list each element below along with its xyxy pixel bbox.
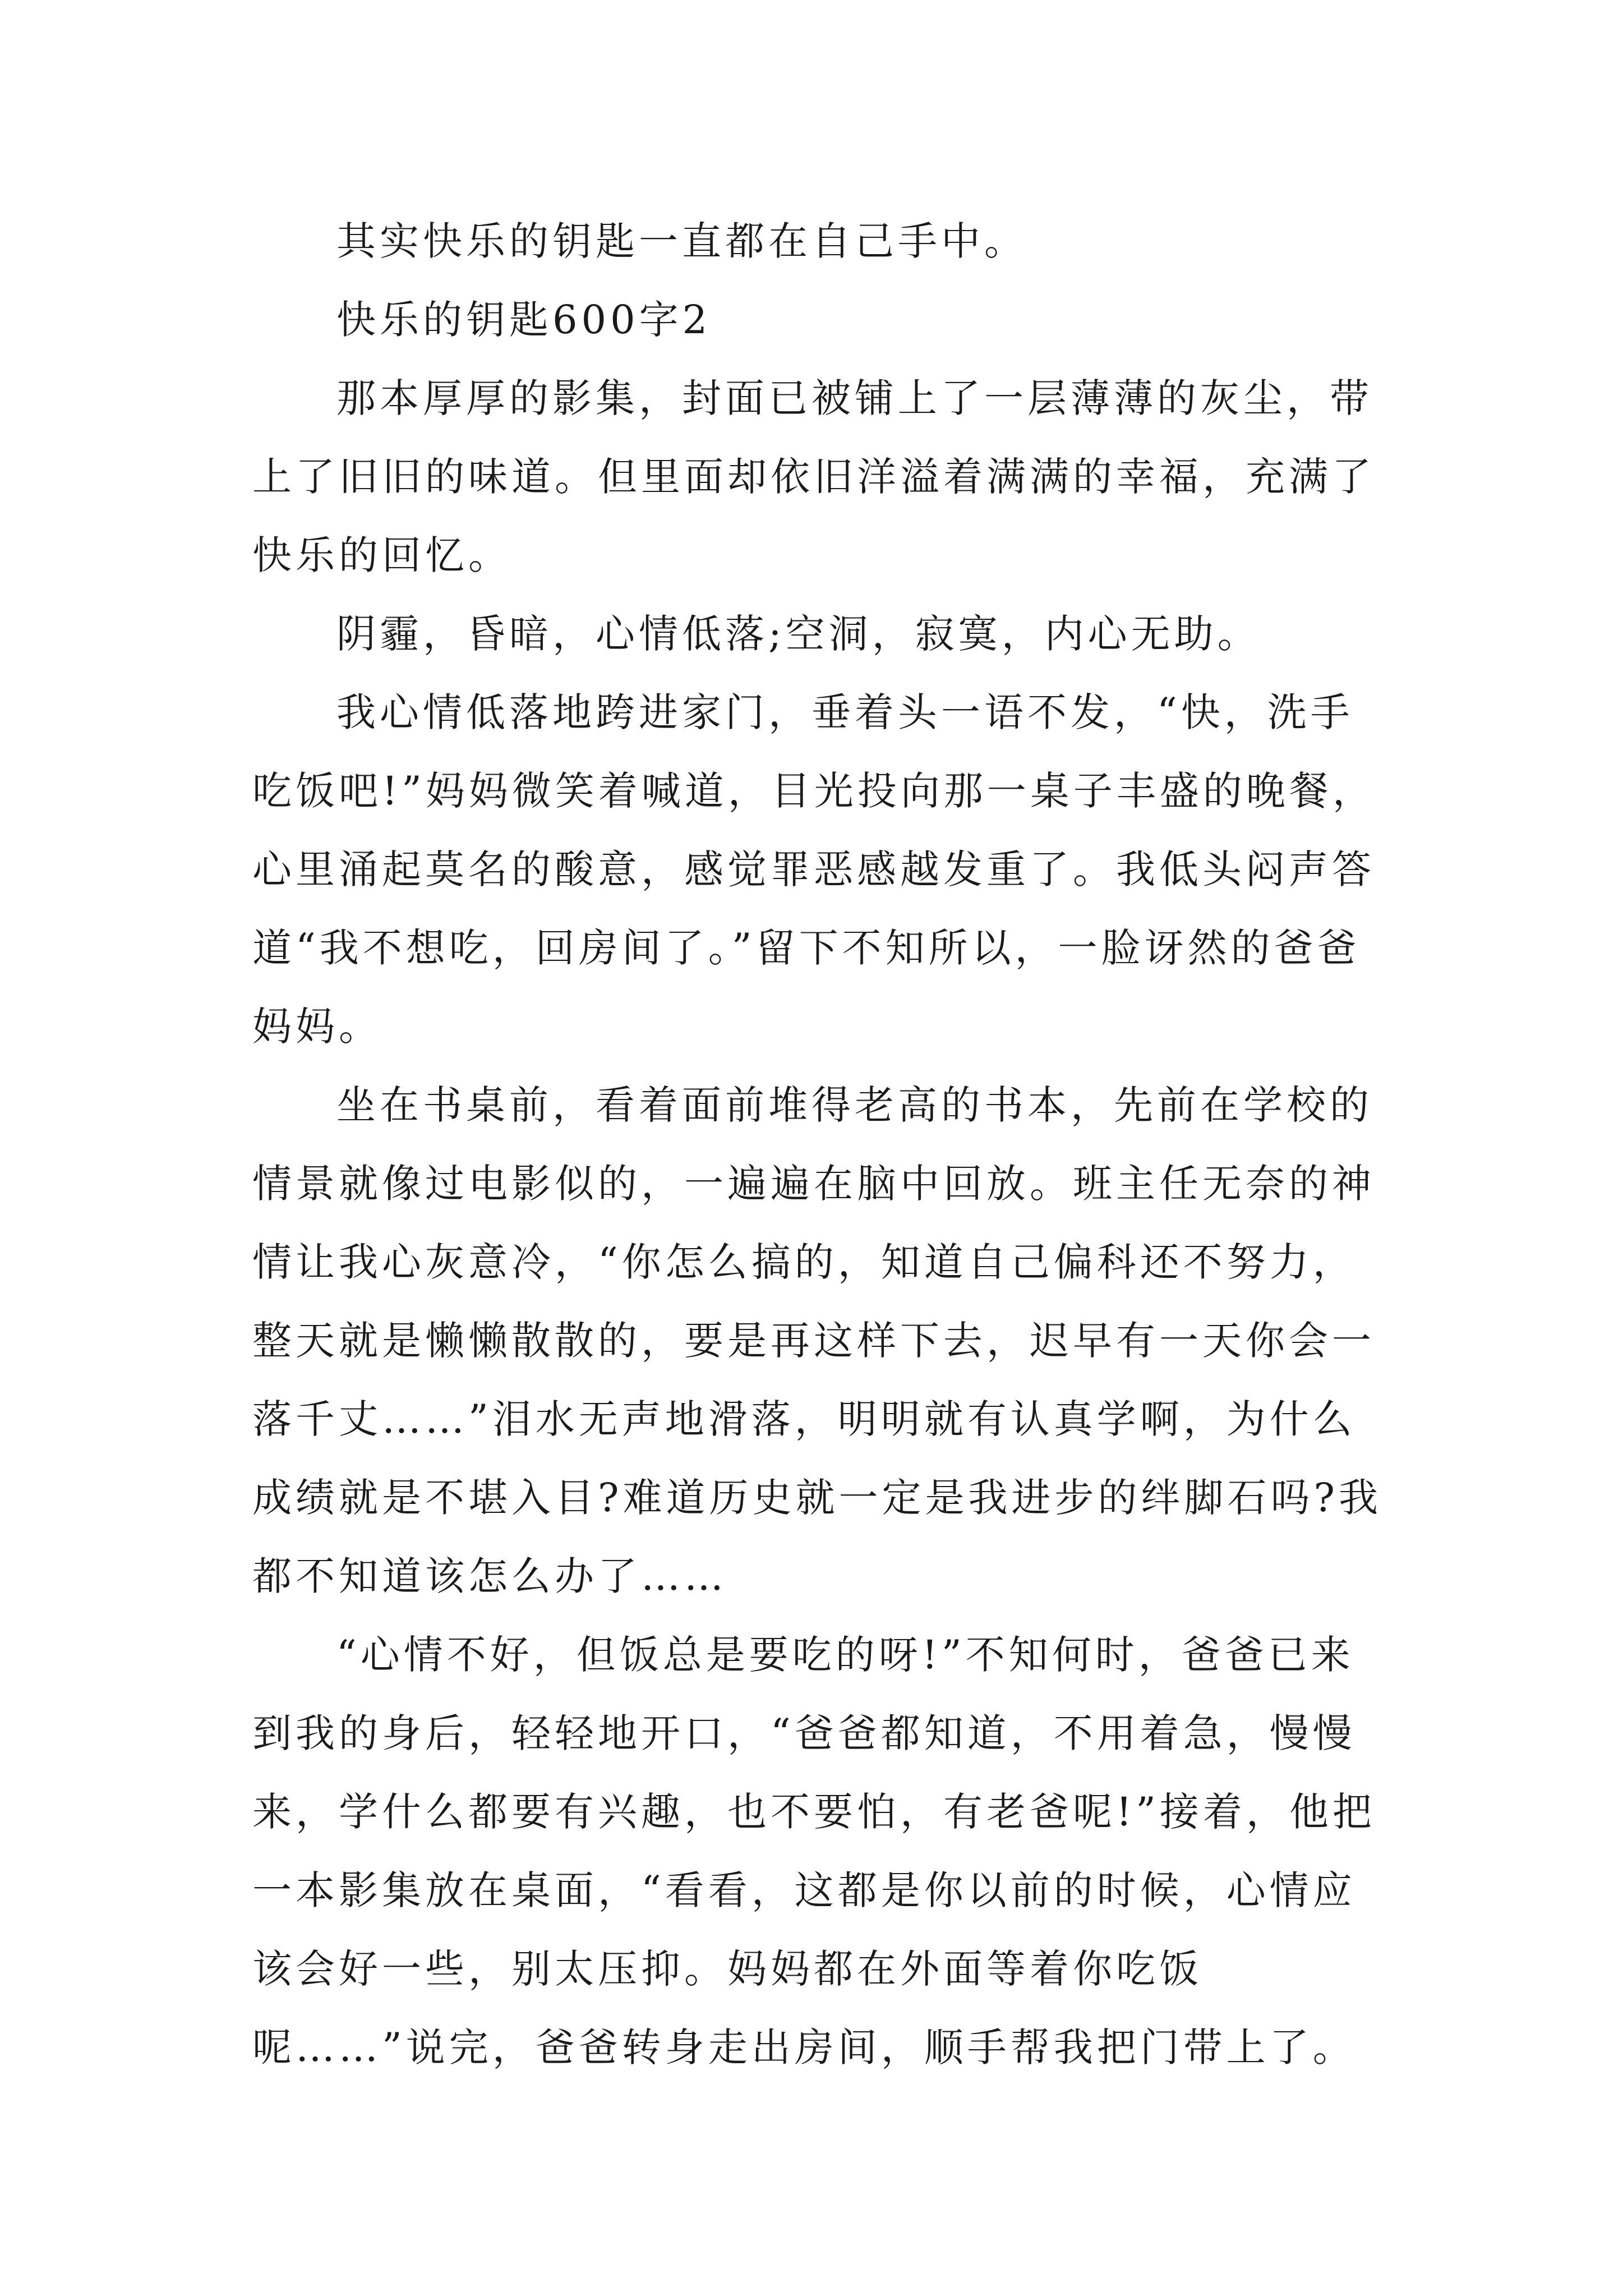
section-heading: 快乐的钥匙600字2 — [336, 297, 712, 343]
paragraph-5: 我心情低落地跨进家门，垂着头一语不发，“快，洗手吃饭吧!”妈妈微笑着喊道，目光投向那一桌子丰盛的晚餐，心里涌起莫名的酸意，感觉罪恶感越发重了。我低头闷声答道“我不想吃，回房间了。”留下不知所以，一脸讶然的爸爸妈妈。 — [252, 689, 1376, 1050]
paragraph-7: “心情不好，但饭总是要吃的呀!”不知何时，爸爸已来到我的身后，轻轻地开口，“爸爸都知道，不用着急，慢慢来，学什么都要有兴趣，也不要怕，有老爸呢!”接着，他把一本影集放在桌面，“看看，这都是你以前的时候，心情应该会好一些，别太压抑。妈妈都在外面等着你吃饭呢……”说完，爸爸转身走出房间，顺手帮我把门带上了。 — [252, 1632, 1376, 2070]
paragraph-4: 阴霾，昏暗，心情低落;空洞，寂寞，内心无助。 — [336, 611, 1261, 657]
document-body — [252, 202, 1391, 2087]
paragraph-3: 那本厚厚的影集，封面已被铺上了一层薄薄的灰尘，带上了旧旧的味道。但里面却依旧洋溢着满满的幸福，充满了快乐的回忆。 — [252, 375, 1375, 578]
paragraph-1: 其实快乐的钥匙一直都在自己手中。 — [336, 218, 1027, 264]
paragraph-6: 坐在书桌前，看着面前堆得老高的书本，先前在学校的情景就像过电影似的，一遍遍在脑中回放。班主任无奈的神情让我心灰意冷，“你怎么搞的，知道自己偏科还不努力，整天就是懒懒散散的，要是再这样下去，迟早有一天你会一落千丈……”泪水无声地滑落，明明就有认真学啊，为什么成绩就是不堪入目?难道历史就一定是我进步的绊脚石吗?我都不知道该怎么办了…… — [252, 1082, 1382, 1599]
